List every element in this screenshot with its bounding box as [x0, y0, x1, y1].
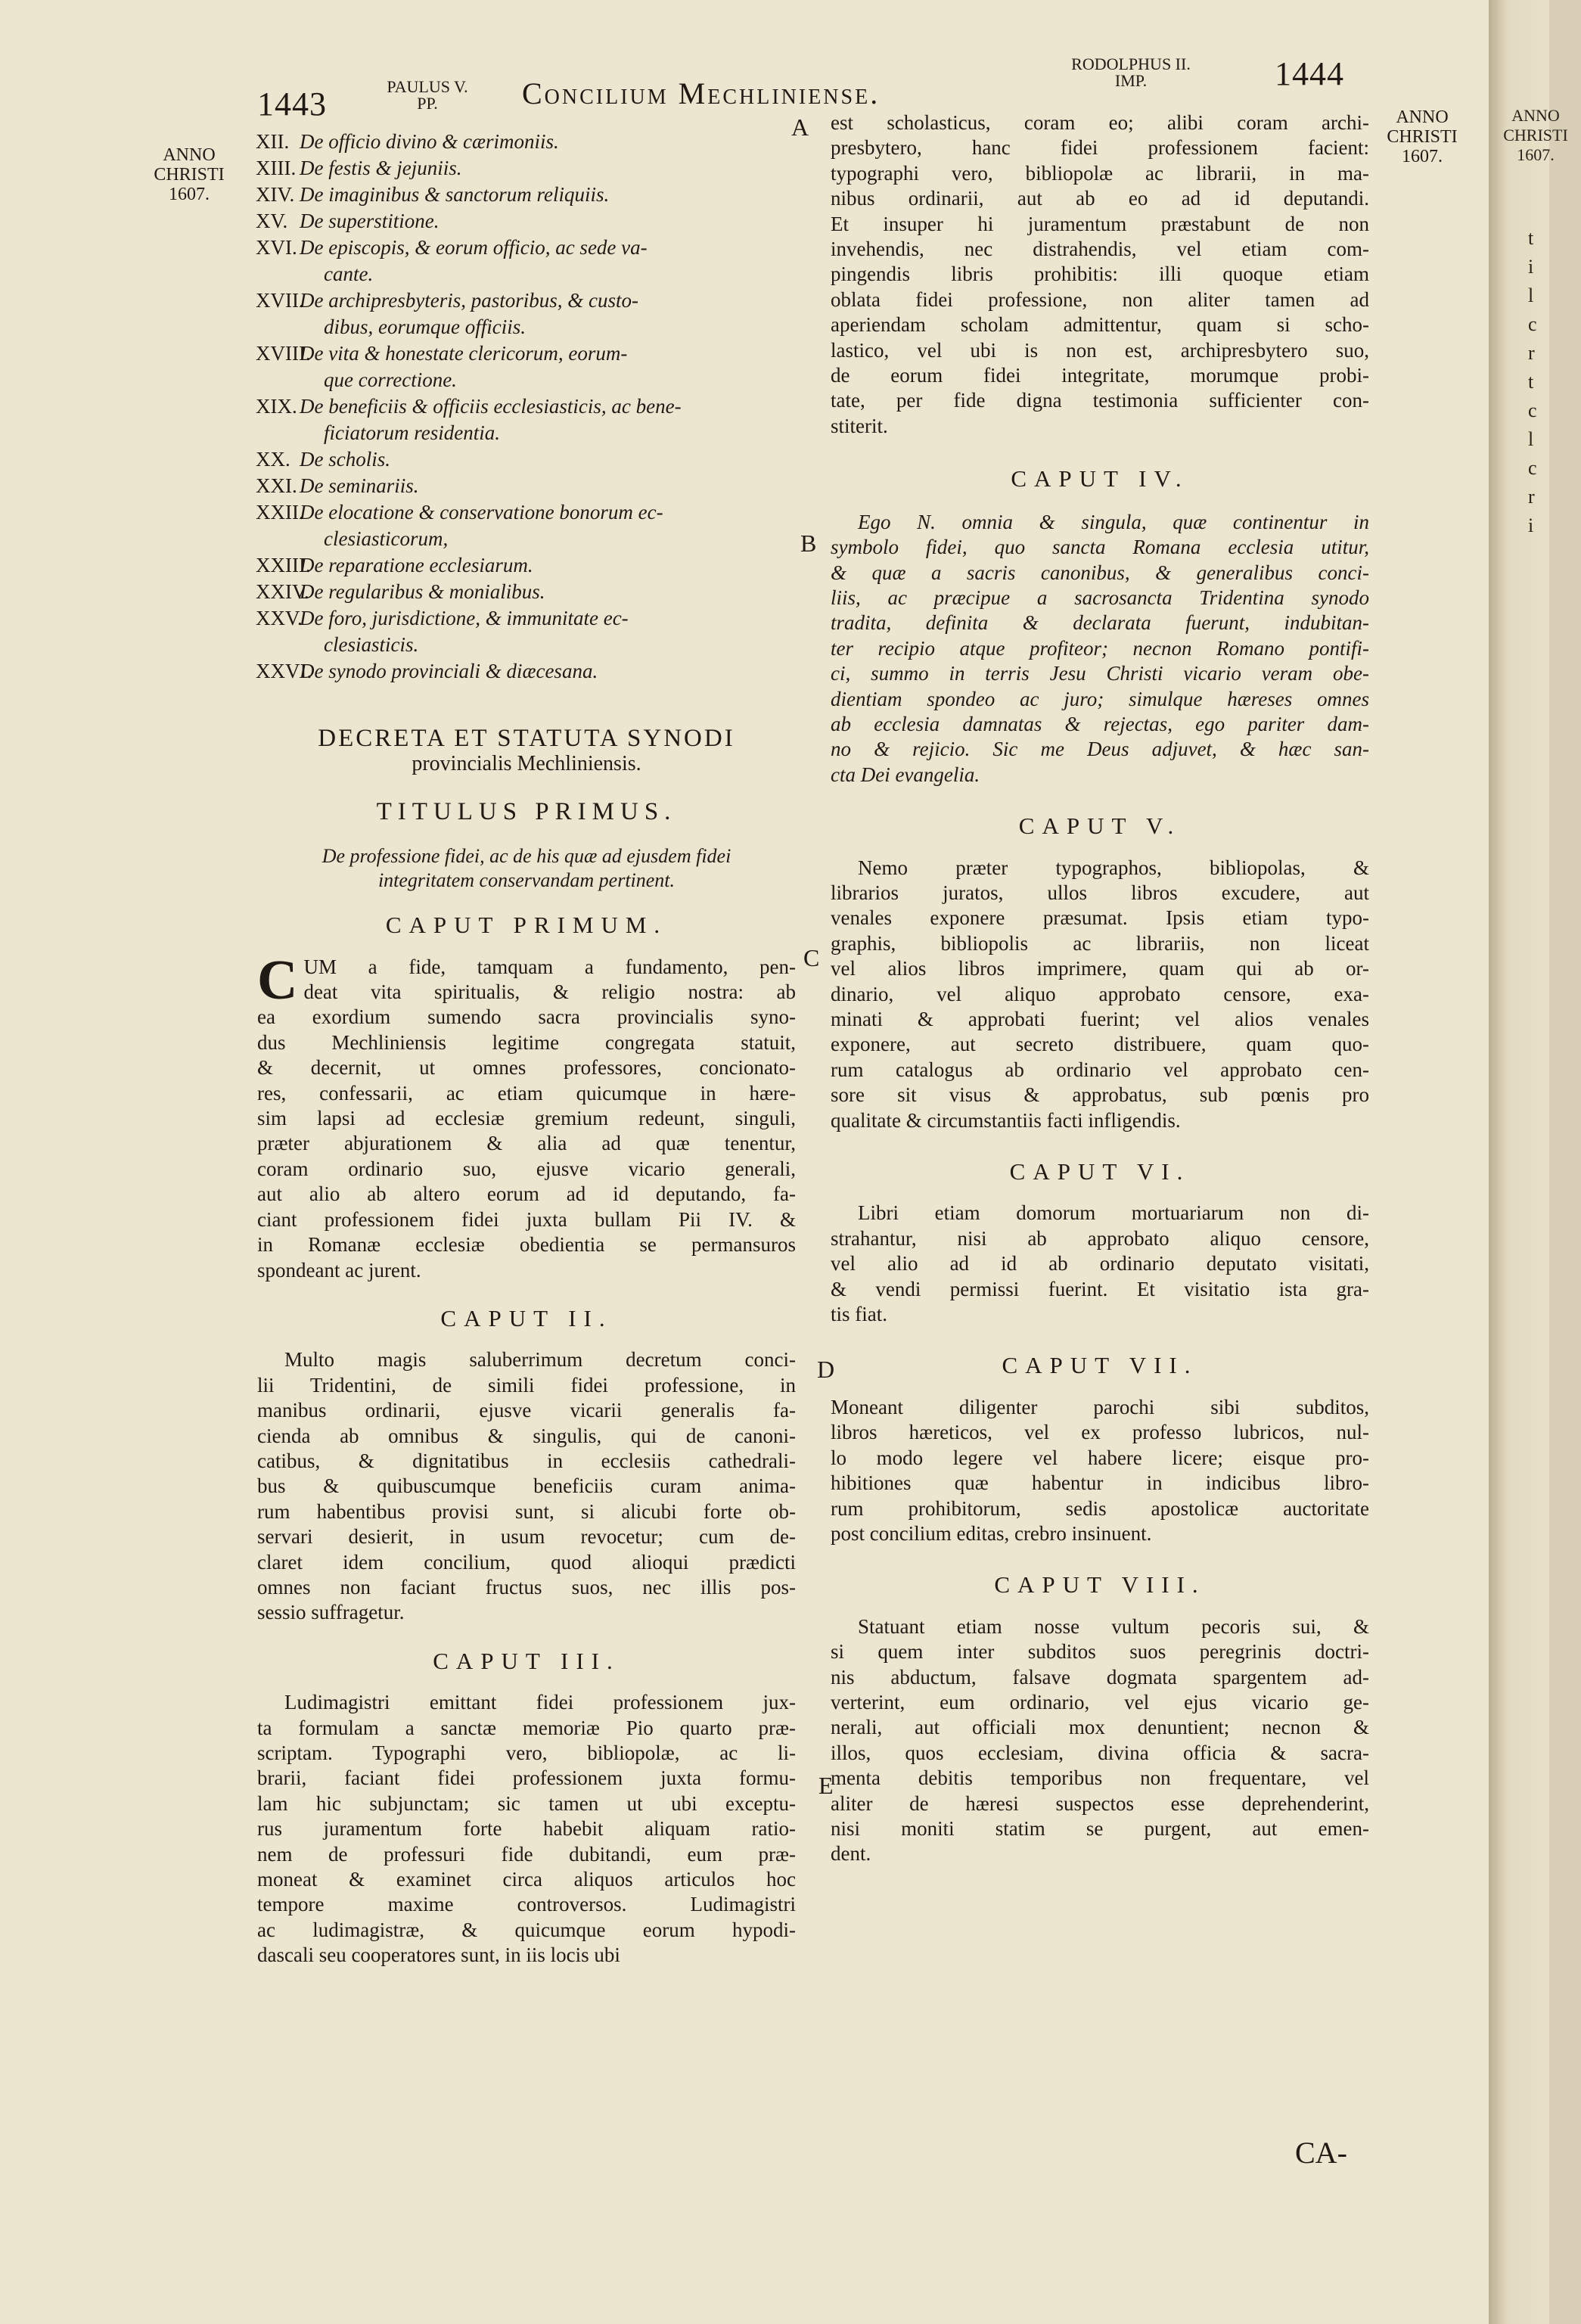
text-line: nibus ordinarii, aut ab eo ad id deputandi.	[831, 187, 1369, 210]
text-line: ter recipio atque profiteor; necnon Romano pontifi-	[831, 636, 1369, 660]
text-line: cienda ab omnibus & singulis, qui de canoni-	[257, 1424, 796, 1447]
text-line: & vendi permissi fuerint. Et visitatio ista gra-	[831, 1277, 1369, 1300]
toc-entry	[256, 499, 793, 526]
running-head-emperor-title: IMP.	[1114, 71, 1148, 90]
caput-primum-body	[257, 949, 796, 1283]
toc-entry-number: XXII.	[256, 501, 304, 524]
text-line: oblata fidei professione, non aliter tamen ad	[831, 287, 1369, 311]
toc-entry-title: De vita & honestate clericorum, eorum-	[300, 342, 628, 365]
toc-entry-continuation: cante.	[324, 263, 374, 285]
text-line: aut alio ab altero eorum ad id deputando, fa-	[257, 1182, 796, 1206]
margin-letter-d: D	[817, 1356, 835, 1383]
next-page-fragment: c	[1528, 457, 1537, 479]
toc-entry-number: XVI.	[256, 236, 297, 259]
text-line: nisi moniti statim se purgent, aut emen-	[831, 1816, 1369, 1840]
text-line: vel alio ad id ab ordinario deputato visitati,	[831, 1252, 1369, 1275]
text-line: omnes non faciant fructus suos, nec illis pos-	[257, 1575, 796, 1599]
next-page-fragment: l	[1528, 428, 1534, 450]
text-line: tradita, definita & declarata fuerunt, indubitan-	[831, 611, 1369, 635]
margin-letter-e: E	[818, 1772, 834, 1799]
anno-left-word: ANNO	[163, 145, 216, 165]
caput-vii-body	[831, 1395, 1369, 1546]
text-line: dent.	[831, 1842, 871, 1866]
running-title: Concilium Mechliniense.	[522, 76, 881, 110]
text-line: manibus ordinarii, ejusve vicarii generalis fa-	[257, 1399, 796, 1422]
caput-ii-heading: CAPUT II.	[440, 1304, 613, 1331]
text-line: aliter de hæresi suspectos esse deprehenderint,	[831, 1791, 1369, 1815]
text-line: qualitate & circumstantiis facti infligendis.	[831, 1108, 1181, 1132]
text-line: dientiam spondeo ac juro; simulque hæreses omnes	[831, 687, 1369, 710]
table-of-contents	[256, 129, 793, 685]
toc-entry-title: De synodo provinciali & diæcesana.	[300, 660, 598, 682]
titulus-description	[257, 844, 796, 893]
text-line: presbytero, hanc fidei professionem facient:	[831, 136, 1369, 160]
catchword: CA-	[1295, 2136, 1347, 2170]
toc-entry-title: De foro, jurisdictione, & immunitate ec-	[300, 607, 629, 629]
text-line: & decernit, ut omnes professores, concionato-	[257, 1056, 796, 1080]
titulus-description-line: De professione fidei, ac de his quæ ad ejusdem fidei	[321, 845, 731, 868]
toc-entry	[256, 155, 793, 182]
text-line: invehendis, nec distrahendis, vel etiam com-	[831, 238, 1369, 261]
text-line: UM a fide, tamquam a fundamento, pen-	[303, 955, 796, 978]
toc-entry-number: XXIV.	[256, 580, 309, 603]
anno-christi-left	[136, 145, 242, 204]
toc-entry-continuation: dibus, eorumque officiis.	[324, 315, 526, 338]
toc-entry-number: XVII.	[256, 289, 304, 312]
text-line: in Romanæ ecclesiæ obedientia se permansuros	[257, 1233, 796, 1257]
text-line: verterint, eum ordinario, vel ejus vicario ge-	[831, 1690, 1369, 1713]
left-column	[257, 726, 796, 1968]
text-line: exponere, aut secreto distribuere, quam quo-	[831, 1033, 1369, 1056]
toc-entry-title: De imaginibus & sanctorum reliquiis.	[300, 183, 610, 206]
text-line: Statuant etiam nosse vultum pecoris sui, &	[858, 1614, 1369, 1638]
next-page-anno	[1490, 106, 1581, 165]
running-head-emperor-name: RODOLPHUS II.	[1071, 54, 1191, 73]
text-line: Et insuper hi juramentum præstabunt de non	[831, 212, 1369, 235]
text-line: ci, summo in terris Jesu Christi vicario veram obe-	[831, 662, 1369, 685]
text-line: brarii, faciant fidei professionem juxta formu-	[257, 1766, 796, 1790]
toc-entry	[256, 287, 793, 314]
toc-entry-title: De scholis.	[300, 448, 390, 471]
toc-entry	[256, 552, 793, 579]
text-line: libros hæreticos, vel ex professo lubricos, nul-	[831, 1421, 1369, 1444]
toc-entry-continuation: que correctione.	[324, 368, 457, 391]
text-line: cta Dei evangelia.	[831, 763, 980, 786]
margin-letter-c: C	[803, 944, 820, 971]
text-line: post concilium editas, crebro insinuent.	[831, 1521, 1152, 1545]
next-page-fragment: c	[1528, 313, 1537, 335]
caput-iii-heading: CAPUT III.	[433, 1647, 620, 1674]
text-line: bus & quibuscumque beneficiis curam anima-	[257, 1474, 796, 1498]
text-line: sessio suffragetur.	[257, 1601, 405, 1624]
page-number-left: 1443	[257, 85, 327, 123]
text-line: si quem inter subditos suos peregrinis doctri-	[831, 1640, 1369, 1664]
text-line: typographi vero, bibliopolæ ac librarii, in ma-	[831, 161, 1369, 185]
next-page-fragment: r	[1528, 342, 1535, 364]
decreta-title: DECRETA ET STATUTA SYNODI	[318, 725, 735, 752]
caput-iii-continuation	[831, 110, 1369, 439]
right-column	[831, 110, 1369, 1867]
toc-entry	[256, 393, 793, 420]
text-line: nis abductum, falsave dogmata spargentem ad-	[831, 1665, 1369, 1689]
text-line: dinario, vel aliquo approbato censore, exa-	[831, 982, 1369, 1005]
text-line: stiterit.	[831, 414, 888, 437]
text-line: dus Mechliniensis legitime congregata statuit,	[257, 1030, 796, 1054]
running-head-emperor	[1067, 56, 1195, 89]
anno-christi-right	[1369, 107, 1475, 166]
text-line: librarios juratos, ullos libros excudere, aut	[831, 881, 1369, 904]
text-line: strahantur, nisi ab approbato aliquo censore,	[831, 1226, 1369, 1250]
caput-iv-heading: CAPUT IV.	[1011, 465, 1189, 492]
toc-entry-number: XXV.	[256, 607, 303, 629]
toc-entry	[256, 446, 793, 473]
text-line: de eorum fidei integritate, morumque probi-	[831, 364, 1369, 387]
toc-entry	[256, 605, 793, 632]
text-line: dascali seu cooperatores sunt, in iis locis ubi	[257, 1943, 620, 1967]
caput-ii-body	[257, 1347, 796, 1625]
toc-entry	[256, 182, 793, 208]
text-line: liis, ac præcipue a sacrosancta Tridentina synodo	[831, 586, 1369, 609]
toc-entry-title: De elocatione & conservatione bonorum ec-	[300, 501, 663, 524]
text-line: claret idem concilium, quod alioqui prædicti	[257, 1550, 796, 1574]
text-line: tis fiat.	[831, 1303, 887, 1326]
caput-vi-body	[831, 1201, 1369, 1327]
caput-v-heading: CAPUT V.	[1018, 812, 1182, 840]
toc-entry	[256, 579, 793, 605]
toc-entry-number: XXVI.	[256, 660, 312, 682]
toc-entry-continuation: ficiatorum residentia.	[324, 421, 500, 444]
text-line: deat vita spiritualis, & religio nostra: ab	[303, 980, 796, 1004]
next-page-anno-year: 1607.	[1517, 145, 1555, 164]
text-line: vel alios libros imprimere, quam qui ab or-	[831, 957, 1369, 980]
toc-entry-title: De archipresbyteris, pastoribus, & custo-	[300, 289, 638, 312]
toc-entry-continuation: clesiasticorum,	[324, 527, 449, 550]
page-number-right: 1444	[1275, 55, 1344, 92]
text-line: Nemo præter typographos, bibliopolas, &	[858, 856, 1369, 879]
text-line: rus juramentum forte habebit aliquam ratio-	[257, 1817, 796, 1841]
text-line: præter abjurationem & alia ad quæ tenentur,	[257, 1132, 796, 1155]
toc-entry-number: XIX.	[256, 395, 297, 418]
caput-iii-body	[257, 1690, 796, 1968]
decreta-subtitle: provincialis Mechliniensis.	[412, 752, 641, 776]
text-line: rum catalogus ab ordinario vel approbato cen-	[831, 1058, 1369, 1081]
text-line: & quæ a sacris canonibus, & generalibus conci-	[831, 561, 1369, 584]
caput-viii-heading: CAPUT VIII.	[994, 1571, 1206, 1599]
margin-letter-b: B	[800, 530, 817, 557]
next-page-fragment: c	[1528, 399, 1537, 421]
text-line: menta debitis temporibus non frequentare, vel	[831, 1766, 1369, 1790]
toc-entry-number: XXI.	[256, 474, 297, 497]
running-head-pope-name: PAULUS V.	[387, 77, 468, 96]
text-line: tempore maxime controversos. Ludimagistri	[257, 1893, 796, 1916]
text-line: venales exponere præsumat. Ipsis etiam typo-	[831, 906, 1369, 930]
anno-left-year: 1607.	[169, 185, 210, 204]
text-line: ciant professionem fidei juxta bullam Pii IV. &	[257, 1207, 796, 1231]
text-line: catibus, & dignitatibus in ecclesiis cathedrali-	[257, 1449, 796, 1472]
toc-entry	[256, 658, 793, 685]
titulus-primus: TITULUS PRIMUS.	[376, 797, 677, 825]
text-line: Libri etiam domorum mortuariarum non di-	[858, 1201, 1369, 1225]
text-line: spondeant ac jurent.	[257, 1258, 421, 1282]
text-line: servari desierit, in usum revocetur; cum de-	[257, 1525, 796, 1549]
text-line: aperiendam scholam admittentur, quam si scho-	[831, 313, 1369, 337]
toc-entry	[256, 235, 793, 261]
toc-entry-title: De regularibus & monialibus.	[300, 580, 545, 603]
text-line: tate, per fide digna testimonia sufficienter con-	[831, 389, 1369, 412]
text-line: rum prohibitorum, sedis apostolicæ auctoritate	[831, 1496, 1369, 1520]
text-line: pingendis libris prohibitis: illi quoque etiam	[831, 263, 1369, 286]
text-line: lii Tridentini, de simili fidei professione, in	[257, 1373, 796, 1397]
caput-v-body	[831, 856, 1369, 1133]
toc-entry-title: De superstitione.	[300, 210, 440, 232]
caput-viii-body	[831, 1614, 1369, 1867]
next-page-fragment: l	[1528, 284, 1534, 306]
text-line: ac ludimagistræ, & quicumque eorum hypodi-	[257, 1918, 796, 1941]
next-page-fragment: r	[1528, 486, 1535, 508]
toc-entry-number: XVIII.	[256, 342, 311, 365]
toc-entry-title: De officio divino & cærimoniis.	[300, 130, 559, 153]
next-page-fragment: t	[1528, 227, 1534, 249]
caput-primum-heading: CAPUT PRIMUM.	[385, 912, 668, 939]
text-line: ab ecclesia damnatas & rejectas, ego pariter dam-	[831, 712, 1369, 735]
text-line: no & rejicio. Sic me Deus adjuvet, & hæc san-	[831, 738, 1369, 761]
running-head-pope	[378, 79, 477, 112]
toc-entry-title: De seminariis.	[300, 474, 419, 497]
text-line: Moneant diligenter parochi sibi subditos,	[831, 1395, 1369, 1418]
anno-left-christi: CHRISTI	[154, 165, 225, 185]
text-line: graphis, bibliopolis ac librariis, non liceat	[831, 931, 1369, 955]
toc-entry-title: De festis & jejuniis.	[300, 157, 462, 179]
text-line: lo modo legere vel habere licere; eisque pro-	[831, 1446, 1369, 1469]
toc-entry-title: De episcopis, & eorum officio, ac sede va-	[300, 236, 648, 259]
text-line: sore sit visus & approbatus, sub pœnis pro	[831, 1083, 1369, 1107]
toc-entry-title: De beneficiis & officiis ecclesiasticis, ac bene-	[300, 395, 682, 418]
next-page-fragment: i	[1528, 256, 1534, 278]
toc-entry-number: XIII.	[256, 157, 297, 179]
text-line: lam hic subjunctam; sic tamen ut ubi exceptu-	[257, 1791, 796, 1815]
text-line: nerali, aut officiali mox denuntient; necnon &	[831, 1716, 1369, 1739]
running-head-pope-title: PP.	[417, 94, 438, 113]
text-line: illos, quos ecclesiam, divina officia & sacra-	[831, 1741, 1369, 1764]
text-line: minati & approbati fuerint; vel alios venales	[831, 1008, 1369, 1030]
next-page-edge	[1489, 0, 1568, 2324]
toc-entry	[256, 473, 793, 499]
toc-entry-title: De reparatione ecclesiarum.	[300, 554, 533, 576]
toc-entry-number: XV.	[256, 210, 288, 232]
text-line: Multo magis saluberrimum decretum conci-	[284, 1348, 796, 1372]
next-page-anno-christi: CHRISTI	[1503, 126, 1568, 144]
toc-entry-continuation: clesiasticis.	[324, 633, 419, 656]
text-line: est scholasticus, coram eo; alibi coram archi-	[831, 111, 1369, 134]
next-page-fragment: i	[1528, 514, 1534, 536]
drop-cap: C	[257, 949, 298, 1011]
toc-entry-number: XXIII.	[256, 554, 311, 576]
text-line: ea exordium sumendo sacra provincialis syno-	[257, 1005, 796, 1029]
text-line: rum habentibus provisi sunt, si alicubi forte ob-	[257, 1499, 796, 1523]
text-line: moneat & examinet circa aliquos articulos hoc	[257, 1868, 796, 1891]
anno-right-word: ANNO	[1396, 107, 1449, 127]
toc-entry	[256, 208, 793, 235]
caput-vi-heading: CAPUT VI.	[1009, 1158, 1191, 1185]
toc-entry-number: XIV.	[256, 183, 295, 206]
text-line: res, confessarii, ac etiam quicumque in hære-	[257, 1081, 796, 1105]
text-line: symbolo fidei, quo sancta Romana ecclesia utitur,	[831, 536, 1369, 559]
text-line: hibitiones quæ habentur in indicibus libro-	[831, 1471, 1369, 1495]
text-line: coram ordinario suo, ejusve vicario generali,	[257, 1157, 796, 1180]
next-page-anno-word: ANNO	[1511, 106, 1560, 125]
text-line: Ludimagistri emittant fidei professionem jux-	[284, 1691, 796, 1714]
margin-letter-a: A	[791, 113, 809, 141]
anno-right-christi: CHRISTI	[1387, 127, 1458, 147]
next-page-fragment: t	[1528, 371, 1534, 393]
text-line: sim lapsi ad ecclesiæ gremium redeunt, singuli,	[257, 1107, 796, 1130]
text-line: scriptam. Typographi vero, bibliopolæ, ac li-	[257, 1741, 796, 1764]
toc-entry	[256, 340, 793, 367]
text-line: lastico, vel ubi is non est, archipresbytero suo,	[831, 338, 1369, 362]
caput-iv-body	[831, 510, 1369, 788]
text-line: ta formulam a sanctæ memoriæ Pio quarto præ-	[257, 1716, 796, 1739]
titulus-description-line: integritatem conservandam pertinent.	[377, 869, 676, 892]
toc-entry-number: XX.	[256, 448, 290, 471]
text-line: Ego N. omnia & singula, quæ continentur in	[858, 510, 1369, 533]
text-line: nem de professuri fide dubitandi, eum præ-	[257, 1842, 796, 1866]
toc-entry-number: XII.	[256, 130, 290, 153]
caput-vii-heading: CAPUT VII.	[1002, 1352, 1198, 1379]
toc-entry	[256, 129, 793, 155]
anno-right-year: 1607.	[1402, 147, 1443, 166]
